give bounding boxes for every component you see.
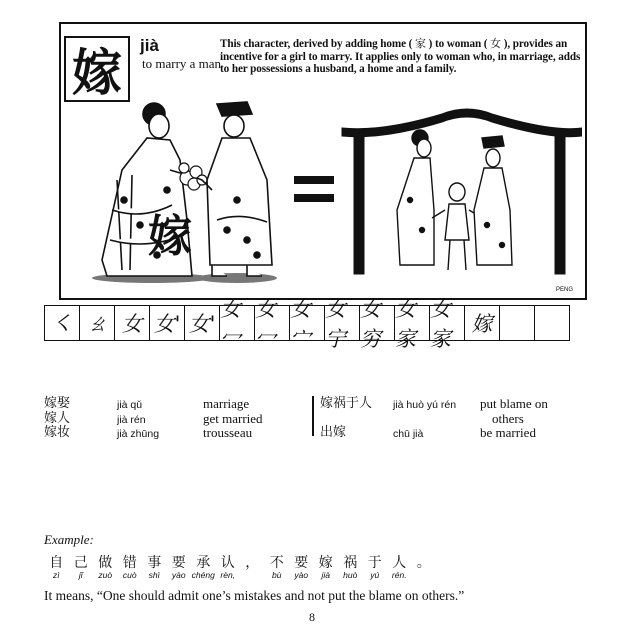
vocab-english: marriage <box>203 396 250 411</box>
stroke-cell: 女冖 <box>255 306 290 340</box>
vocab-hanzi: 嫁人 <box>44 410 71 426</box>
stroke-cell: 女家 <box>395 306 430 340</box>
vocab-pinyin: jià zhūng <box>117 428 160 440</box>
vocab-english: others <box>492 410 524 426</box>
vocab-hanzi: 嫁娶 <box>44 396 71 411</box>
vocab-pinyin: jià huò yú rén <box>393 399 457 411</box>
ground-shadow <box>197 273 277 283</box>
desc-part-3: ), provides an incentive for a girl to marry. It applies only to woman who, in marriage, adds to her possessions a husband, a home and a family. <box>220 38 581 75</box>
stroke-cell: 女 <box>115 306 150 340</box>
sentence-token: 于 yú <box>367 555 382 580</box>
desc-part-2: ) to woman ( <box>428 38 488 50</box>
sentence-token: 认 rèn, <box>220 555 236 580</box>
sentence-token: 嫁 jià <box>318 555 333 580</box>
sentence-token: 做 zuò <box>98 555 113 580</box>
seal-script-glyph: 嫁 <box>148 211 194 262</box>
vocab-hanzi-column-left <box>44 397 70 441</box>
stroke-cell: 女冖 <box>220 306 255 340</box>
stroke-cell <box>500 306 535 340</box>
groom-figure <box>197 102 272 276</box>
sentence-token: 祸 huò <box>343 555 358 580</box>
stroke-cell: 女穷 <box>360 306 395 340</box>
main-meaning: to marry a man <box>142 56 222 71</box>
vocab-english-column-left <box>203 397 263 441</box>
artist-credit: PENG <box>556 287 574 293</box>
character-description <box>220 38 582 76</box>
vocab-english: put blame on <box>480 396 548 411</box>
vocab-english: trousseau <box>203 425 253 440</box>
vocab-pinyin: jià qǔ <box>117 399 143 411</box>
stroke-cell: 嫁 <box>465 306 500 340</box>
example-label: Example: <box>44 532 94 547</box>
stroke-order-strip <box>44 297 570 351</box>
stroke-cell <box>535 306 569 340</box>
sentence-token: 要 yào <box>171 555 186 580</box>
vocab-pinyin: chū jià <box>393 428 424 440</box>
sentence-token: ， <box>245 555 260 571</box>
example-translation: It means, “One should admit one’s mistakes and not put the blame on others.” <box>44 588 465 603</box>
sentence-token: 要 yào <box>294 555 309 580</box>
sentence-token: 不 bù <box>269 555 284 580</box>
vocab-hanzi: 出嫁 <box>320 425 347 440</box>
vocab-pinyin-column-right <box>393 398 456 442</box>
wedding-illustration <box>62 100 582 295</box>
home-char: 家 <box>415 37 426 50</box>
desc-part-1: This character, derived by adding home ( <box>220 38 413 50</box>
equals-sign <box>294 194 334 202</box>
sentence-token: 事 shì <box>147 555 162 580</box>
main-pinyin: jià <box>140 36 159 55</box>
sentence-token: 承 chéng <box>191 555 215 580</box>
vocab-pinyin: jià rén <box>117 413 146 426</box>
family-figures <box>397 130 512 270</box>
main-character: 嫁 <box>64 36 130 102</box>
sentence-token: 自 zì <box>49 555 64 580</box>
vocab-hanzi-column-right <box>320 397 372 441</box>
stroke-cell: 女' <box>150 306 185 340</box>
stroke-cell: 女' <box>185 306 220 340</box>
stroke-cell: ㇛ <box>45 306 80 340</box>
equals-sign <box>294 176 334 184</box>
stroke-cell: 女宀 <box>290 306 325 340</box>
example-sentence <box>44 552 436 580</box>
sentence-token: 人 rén. <box>391 555 407 580</box>
vocab-pinyin-column-left <box>117 398 159 442</box>
sentence-token: 己 jǐ <box>73 555 88 580</box>
stroke-cell: ㄠ <box>80 306 115 340</box>
page-number: 8 <box>309 610 315 624</box>
vocab-english: get married <box>203 410 263 426</box>
sentence-token: 。 <box>416 555 431 571</box>
woman-char: 女 <box>490 37 502 50</box>
vocab-hanzi: 嫁祸于人 <box>320 396 373 411</box>
sentence-token: 错 cuò <box>122 555 137 580</box>
stroke-cell: 女家 <box>430 306 465 340</box>
vocab-divider <box>312 396 314 436</box>
vocab-hanzi: 嫁妆 <box>44 425 71 440</box>
stroke-cell: 女宁 <box>325 306 360 340</box>
vocab-english: be married <box>480 425 536 440</box>
vocab-english-column-right <box>480 397 548 441</box>
